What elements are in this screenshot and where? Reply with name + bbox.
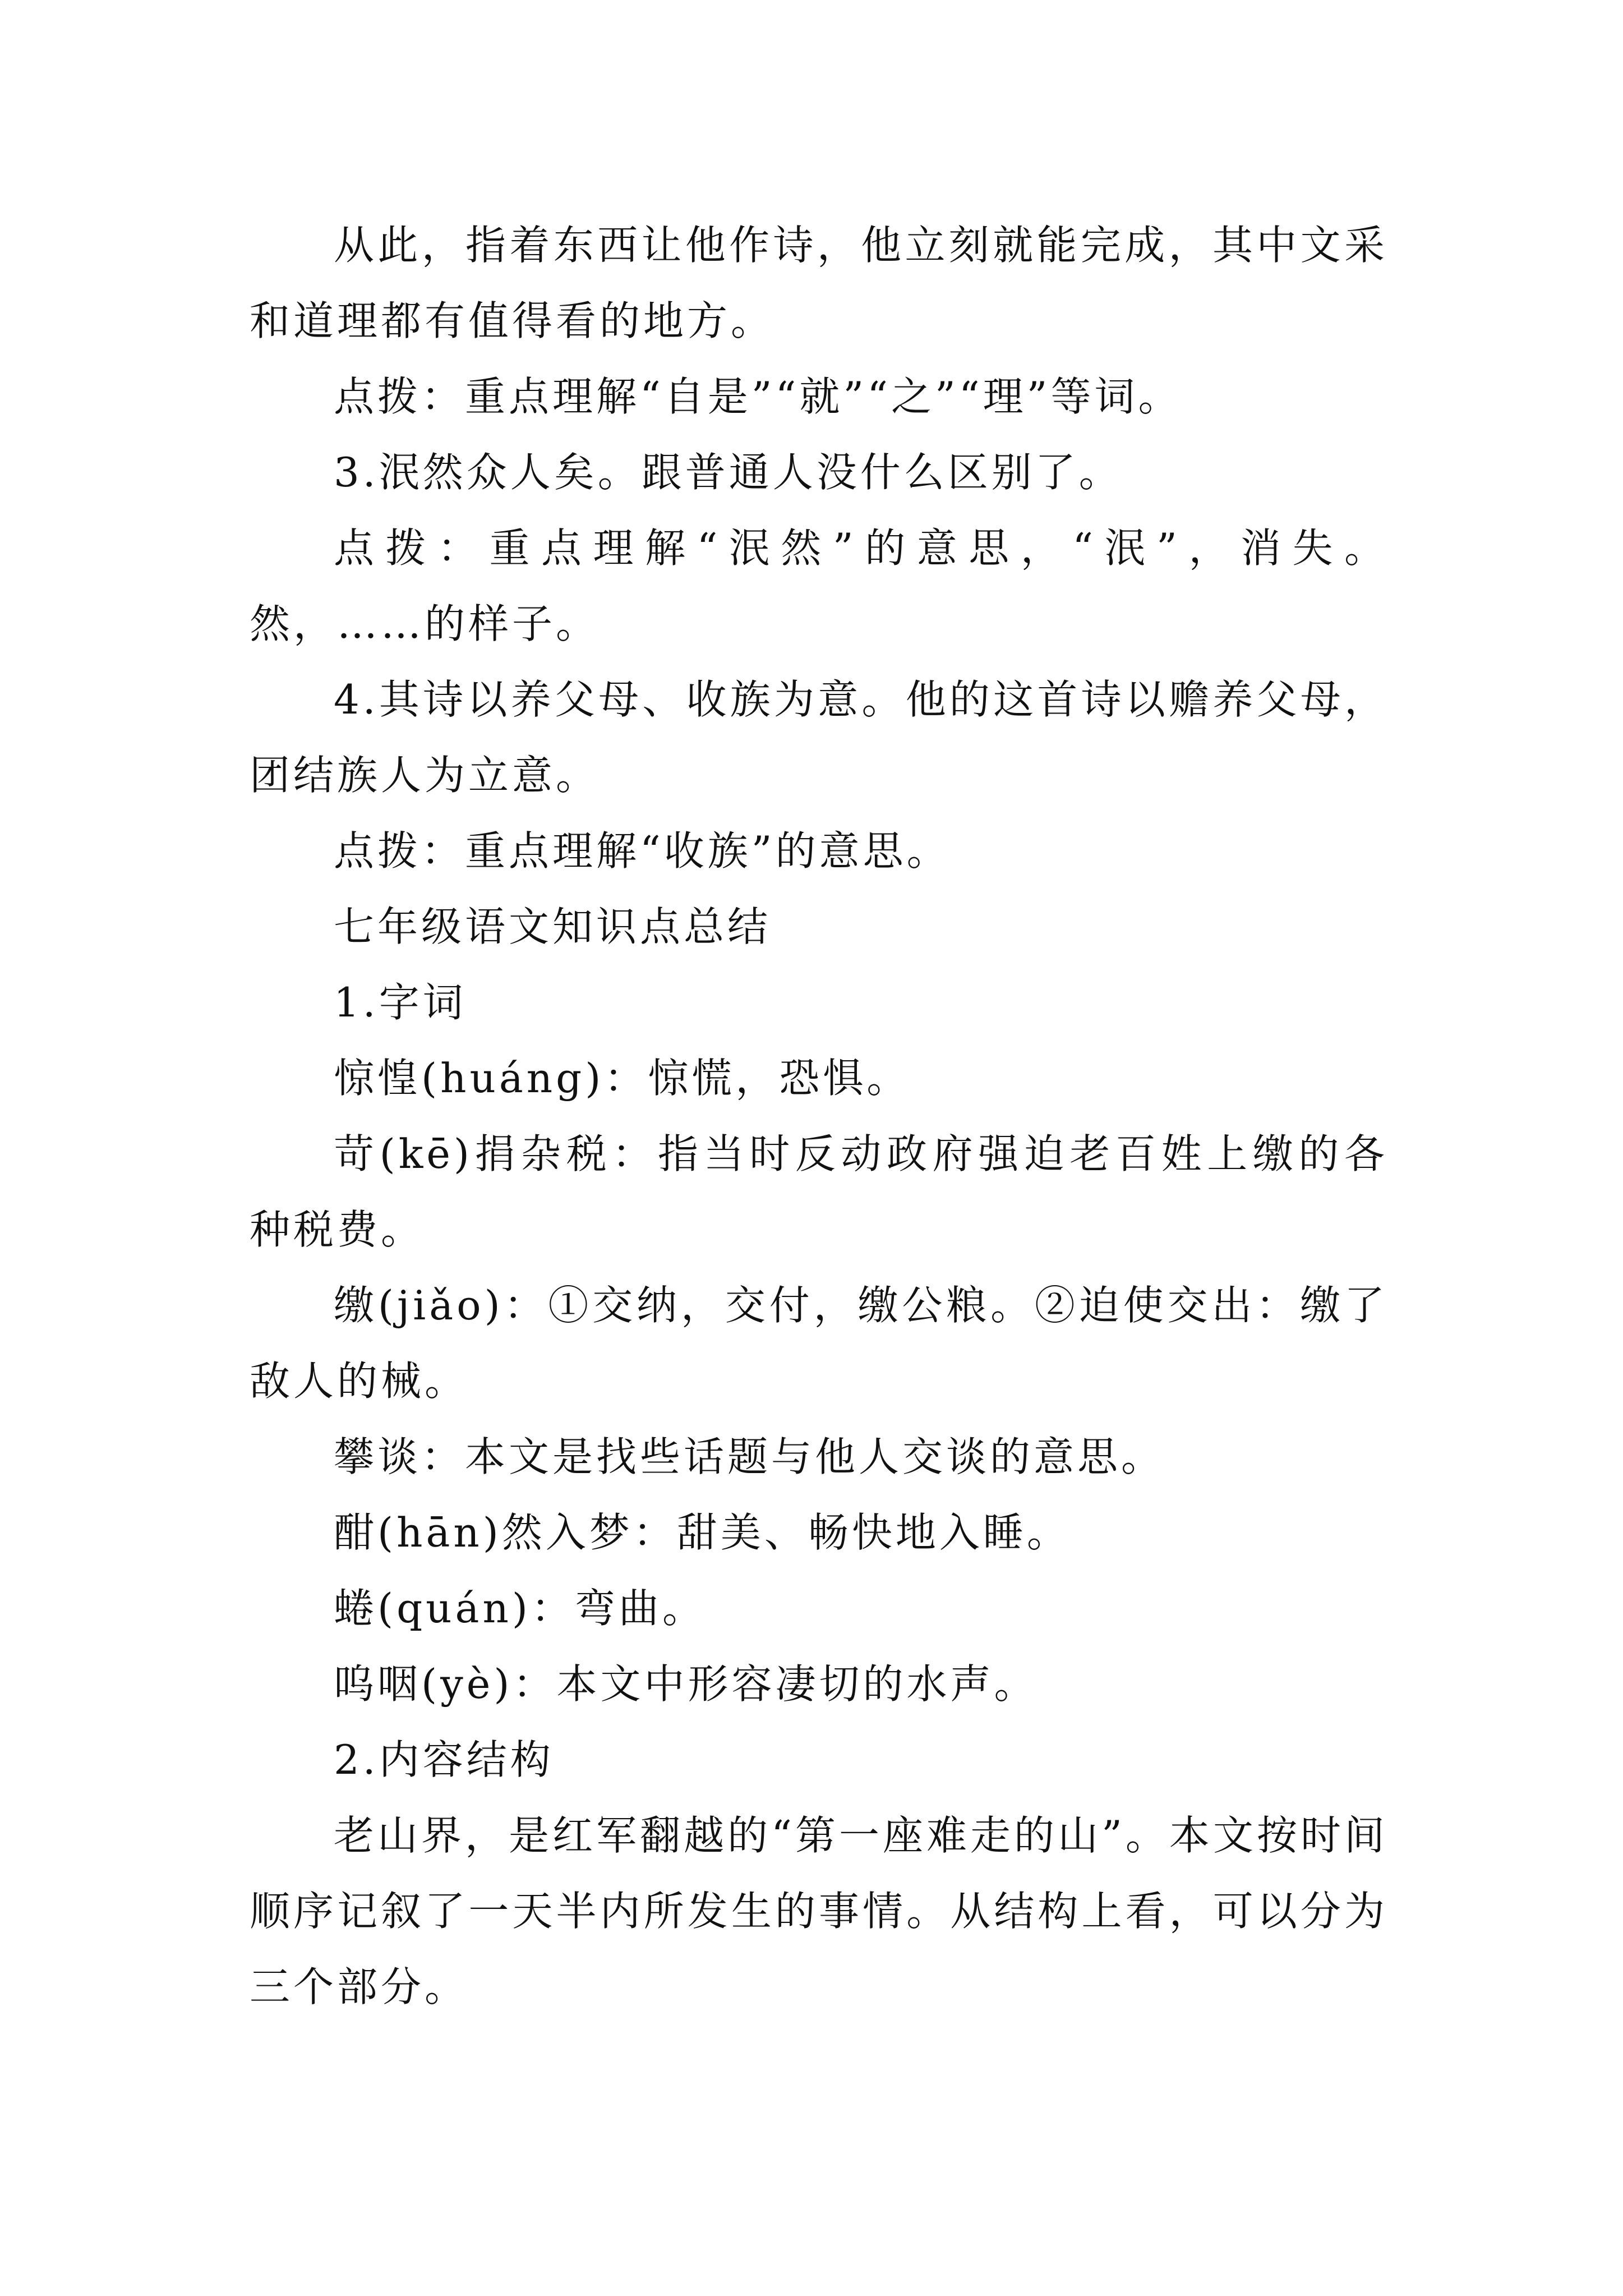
document-body (250, 208, 1388, 2025)
subheading-vocabulary: 1.字词 (334, 979, 467, 1026)
paragraph-structure: 老山界，是红军翻越的“第一座难走的山”。本文按时间顺序记叙了一天半内所发生的事情。从结构上看，可以分为三个部分。 (250, 1812, 1388, 2010)
paragraph-note-1: 点拨：重点理解“自是”“就”“之”“理”等词。 (334, 373, 1182, 420)
section-heading-summary: 七年级语文知识点总结 (334, 903, 772, 950)
vocab-item-pantan: 攀谈：本文是找些话题与他人交谈的意思。 (334, 1433, 1165, 1480)
paragraph-translation-1: 从此，指着东西让他作诗，他立刻就能完成，其中文采和道理都有值得看的地方。 (250, 222, 1388, 344)
vocab-item-jiao: 缴(jiǎo)：①交纳，交付，缴公粮。②迫使交出：缴了敌人的械。 (250, 1282, 1388, 1405)
vocab-item-wuye: 呜咽(yè)：本文中形容凄切的水声。 (334, 1660, 1038, 1708)
vocab-item-quan: 蜷(quán)：弯曲。 (334, 1585, 706, 1632)
vocab-item-jinghuang: 惊惶(huáng)：惊慌，恐惧。 (334, 1055, 911, 1102)
vocab-item-kejuan: 苛(kē)捐杂税：指当时反动政府强迫老百姓上缴的各种税费。 (250, 1130, 1388, 1253)
vocab-item-hanran: 酣(hān)然入梦：甜美、畅快地入睡。 (334, 1509, 1071, 1556)
paragraph-note-3: 点拨：重点理解“收族”的意思。 (334, 827, 951, 875)
paragraph-note-2: 点拨：重点理解“泯然”的意思，“泯”，消失。然，……的样子。 (250, 524, 1388, 647)
paragraph-sentence-4: 4.其诗以养父母、收族为意。他的这首诗以赡养父母，团结族人为立意。 (250, 676, 1388, 799)
subheading-structure: 2.内容结构 (334, 1736, 554, 1783)
paragraph-sentence-3: 3.泯然众人矣。跟普通人没什么区别了。 (334, 449, 1123, 496)
